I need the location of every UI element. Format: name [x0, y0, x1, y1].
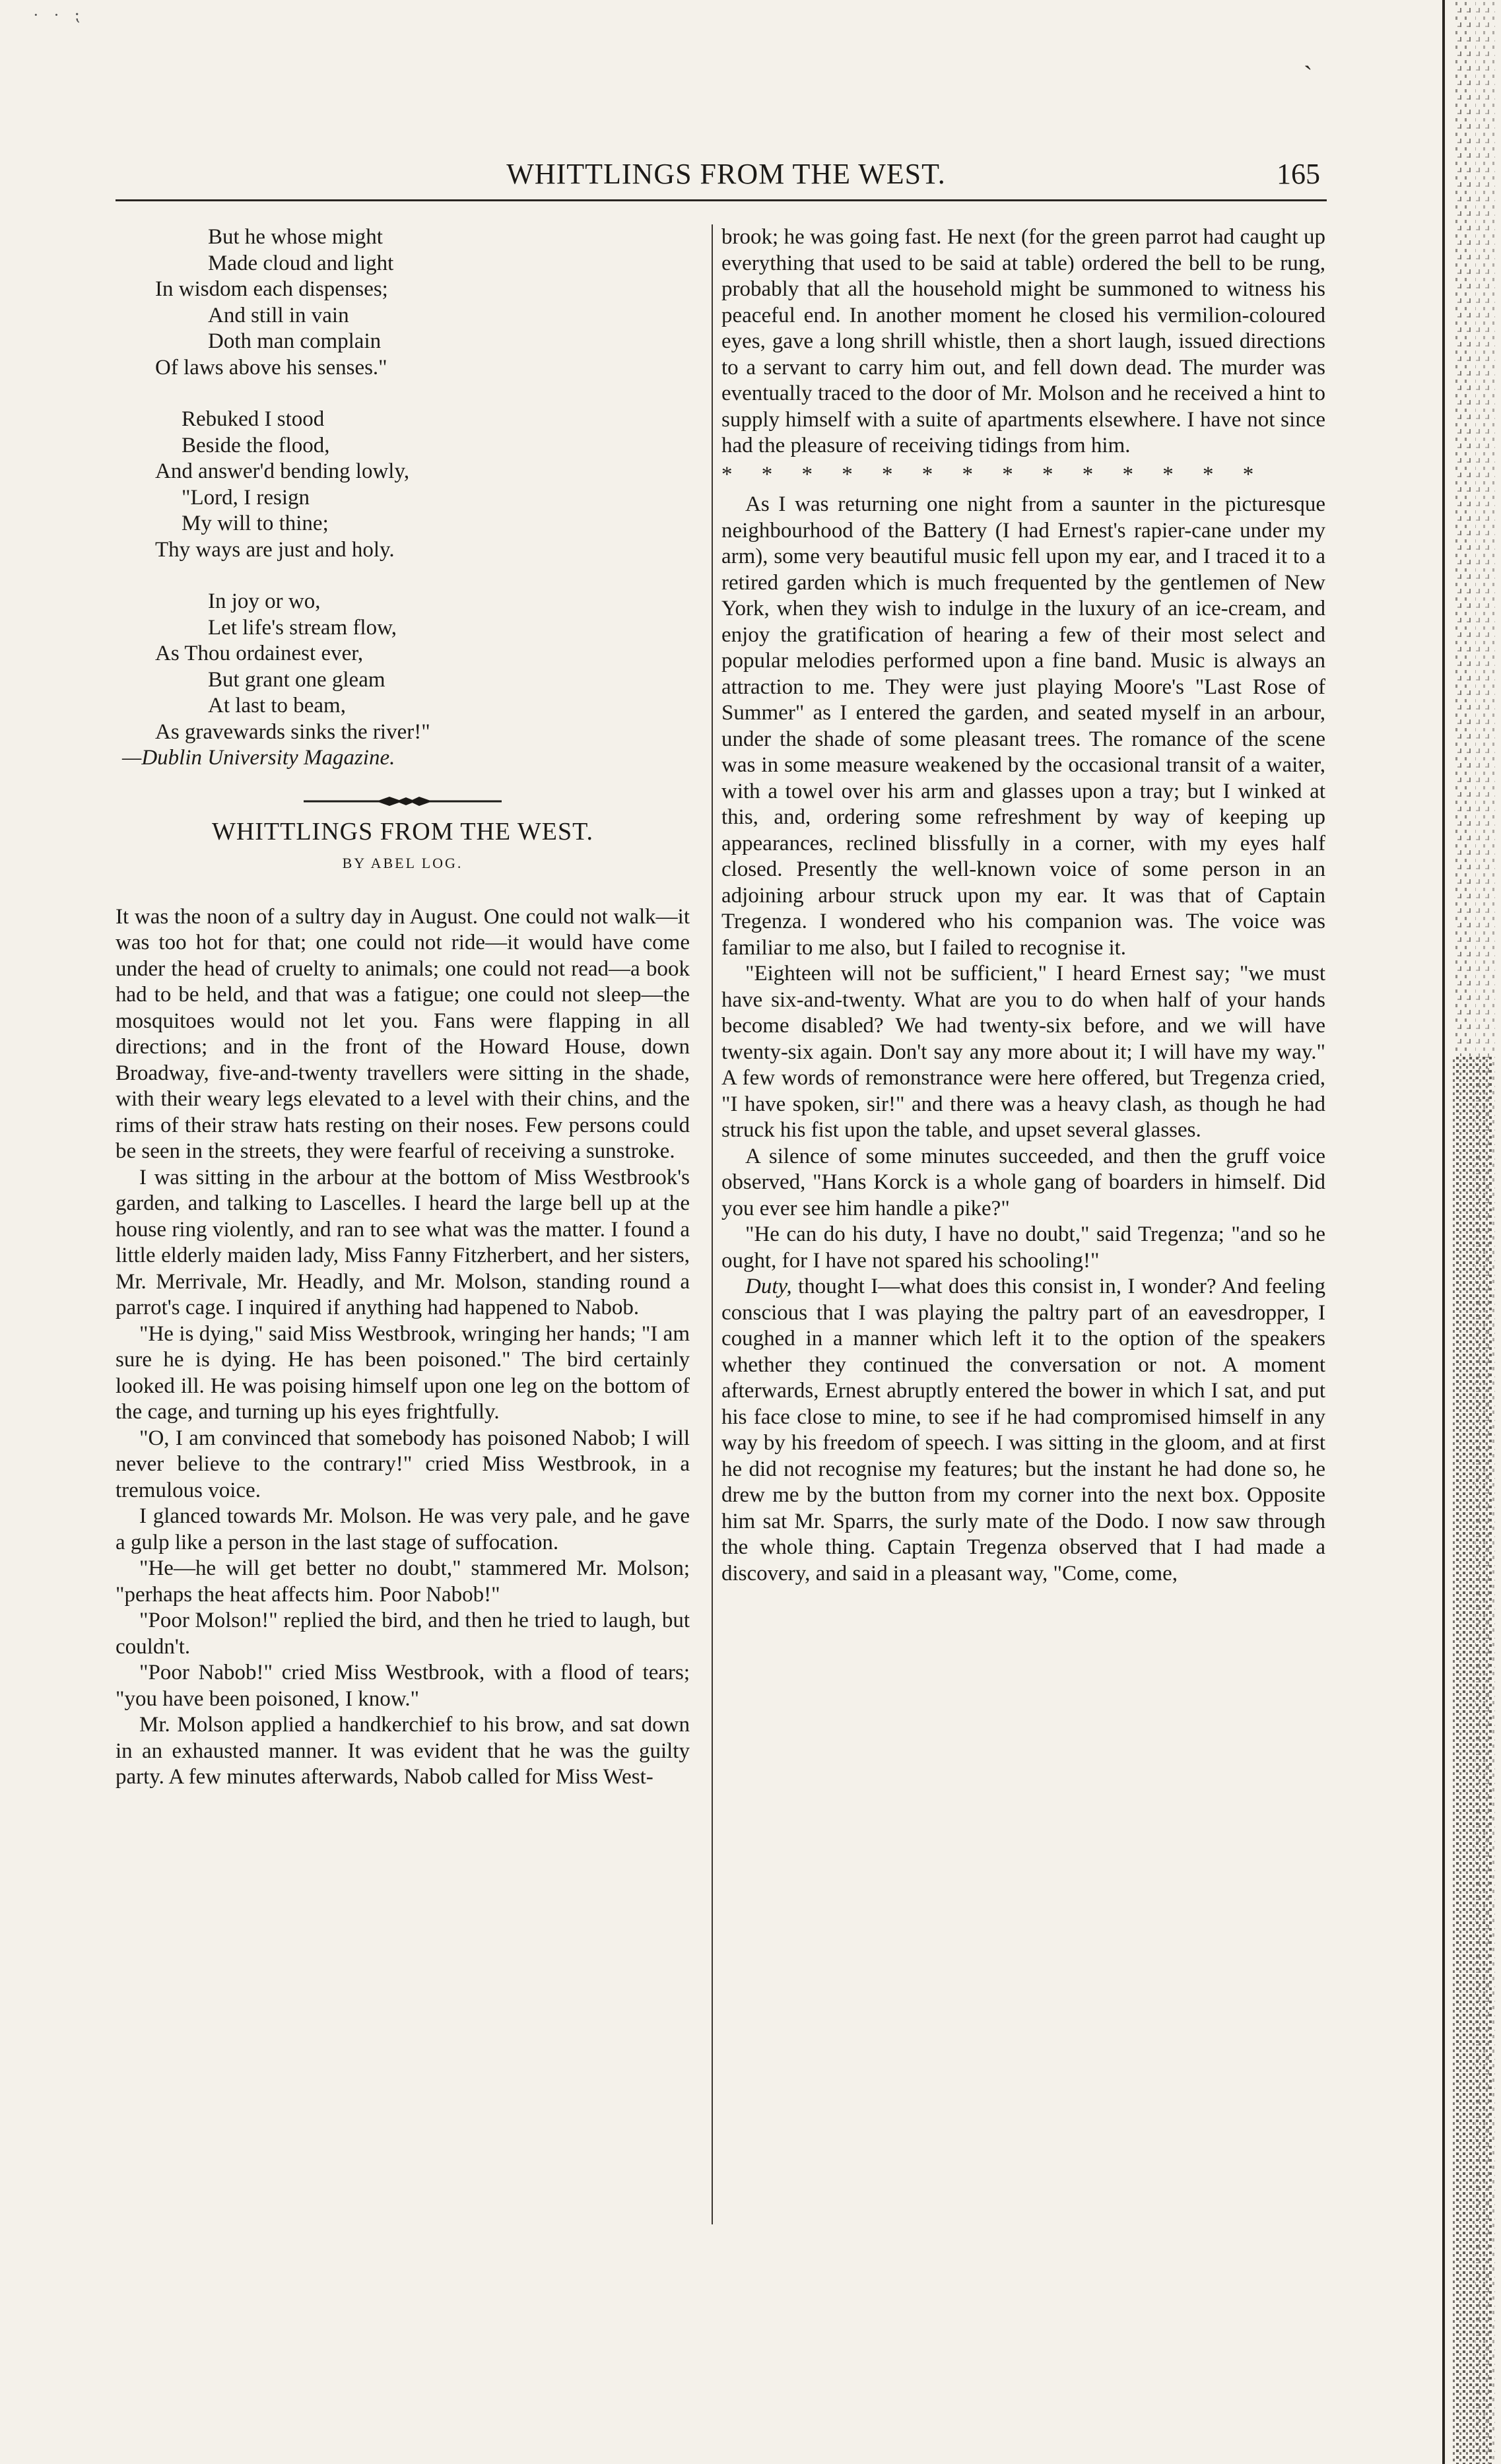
paragraph: Mr. Molson applied a handkerchief to his brow, and sat down in an exhausted manner. It was evident that he was the guilty party. A few minutes afterwards, Nabob called for Miss West- — [116, 1713, 690, 1789]
running-header-title: WHITTLINGS FROM THE WEST. — [506, 158, 946, 190]
poem-line: Made cloud and light — [208, 251, 394, 275]
paragraph: "O, I am convinced that somebody has poisoned Nabob; I will never believe to the contrary!" cried Miss Westbrook, in a tremulous voice. — [116, 1426, 690, 1502]
poem-line: Let life's stream flow, — [208, 615, 397, 640]
header-rule — [116, 199, 1327, 201]
poem-line: My will to thine; — [182, 512, 329, 535]
paragraph: "He—he will get better no doubt," stammered Mr. Molson; "perhaps the heat affects him. Poor Nabob!" — [116, 1556, 690, 1607]
left-column — [116, 224, 690, 1791]
poem-line: At last to beam, — [208, 694, 346, 717]
poem — [116, 224, 690, 772]
paragraph-text: thought I—what does this consist in, I wonder? And feeling conscious that I was playing the paltry part of an eavesdropper, I coughed in a manner which left it to the option of the speakers whether they continued the conversation or not. A moment afterwards, Ernest abruptly entered the bower in which I sat, and put his face close to mine, to see if he had compromised himself in any way by his freedom of speech. I was sitting in the gloom, and at first he did not recognise my features; but the instant he had done so, he drew me by the button from my corner into the next box. Opposite him sat Mr. Sparrs, the surly mate of the Dodo. I now saw through the whole thing. Captain Tregenza observed that I had made a discovery, and said in a pleasant way, "Come, come, — [721, 1275, 1325, 1585]
article-byline: BY ABEL LOG. — [342, 855, 463, 871]
column-divider — [712, 224, 713, 2224]
article-title: WHITTLINGS FROM THE WEST. — [211, 817, 594, 846]
poem-attribution: —Dublin University Magazine. — [122, 746, 395, 770]
paragraph: As I was returning one night from a saunter in the picturesque neighbourhood of the Battery (I had Ernest's rapier-cane under my arm), some very beautiful music fell upon my ear, and I traced it to a retired garden which is much frequented by the gentlemen of New York, when they wish to indulge in the luxury of an ice-cream, and enjoy the gratification of hearing a few of their most select and popular melodies performed upon a fine band. Music is always an attraction to me. They were just playing Moore's "Last Rose of Summer" as I entered the garden, and seated myself in an arbour, under the shade of some pleasant trees. The romance of the scene was in some measure weakened by the occasional transit of a waiter, with a towel over his arm and glasses upon a tray; but I winked at this, and, ordering some refreshment by way of keeping up appearances, reclined blissfully in a corner, with my eyes half closed. Presently the well-known voice of some person in an adjoining arbour struck upon my ear. It was that of Captain Tregenza. I wondered who his companion was. The voice was familiar to me also, but I failed to recognise it. — [721, 492, 1325, 960]
paragraph: A silence of some minutes succeeded, and then the gruff voice observed, "Hans Korck is a whole gang of boarders in himself. Did you ever see him handle a pike?" — [721, 1144, 1325, 1220]
poem-line: But grant one gleam — [208, 667, 385, 692]
poem-line: Of laws above his senses." — [155, 355, 387, 380]
corner-specks: · · ⁏ — [33, 5, 86, 24]
binding-edge-noise — [1436, 0, 1501, 2464]
paragraph — [721, 1274, 1325, 1587]
right-column — [721, 224, 1325, 1587]
poem-line: In joy or wo, — [208, 589, 321, 613]
paragraph: "Poor Molson!" replied the bird, and then he tried to laugh, but couldn't. — [116, 1609, 690, 1659]
paragraph: "He is dying," said Miss Westbrook, wringing her hands; "I am sure he is dying. He has been poisoned." The bird certainly looked ill. He was poising himself upon one leg on the bottom of the cage, and turning up his eyes frightfully. — [116, 1321, 690, 1424]
poem-line: Thy ways are just and holy. — [155, 537, 395, 562]
paragraph: "He can do his duty, I have no doubt," said Tregenza; "and so he ought, for I have not spared his schooling!" — [721, 1222, 1325, 1273]
poem-line: As gravewards sinks the river!" — [155, 719, 430, 744]
poem-stanza — [116, 224, 690, 381]
poem-line: Beside the flood, — [182, 433, 330, 457]
poem-line: And still in vain — [208, 303, 349, 327]
poem-line: As Thou ordainest ever, — [155, 642, 364, 665]
poem-line: Rebuked I stood — [182, 407, 325, 431]
corner-tick-mark: ˎ — [1304, 40, 1313, 70]
paragraph: "Poor Nabob!" cried Miss Westbrook, with a flood of tears; "you have been poisoned, I know." — [116, 1661, 690, 1711]
poem-line: And answer'd bending lowly, — [155, 459, 410, 483]
poem-line: Doth man complain — [208, 329, 382, 353]
paragraph: I glanced towards Mr. Molson. He was very pale, and he gave a gulp like a person in the last stage of suffocation. — [116, 1504, 690, 1554]
poem-line: But he whose might — [208, 225, 383, 249]
poem-stanza — [116, 407, 690, 563]
section-separator: * * * * * * * * * * * * * * — [721, 462, 1266, 486]
poem-line: In wisdom each dispenses; — [155, 277, 388, 301]
page-number: 165 — [1277, 158, 1320, 190]
section-ornament — [116, 789, 690, 802]
poem-line: "Lord, I resign — [182, 485, 310, 510]
paragraph: It was the noon of a sultry day in August. One could not walk—it was too hot for that; one could not ride—it would have come under the head of cruelty to animals; one could not read—a book had to be held, and that was a fatigue; one could not sleep—the mosquitoes would not let you. Fans were flapping in all directions; and in the front of the Howard House, down Broadway, five-and-twenty travellers were sitting in the shade, with their weary legs elevated to a level with their chins, and the rims of their straw hats resting on their noses. Few persons could be seen in the streets, they were fearful of receiving a sunstroke. — [116, 904, 690, 1163]
paragraph: I was sitting in the arbour at the bottom of Miss Westbrook's garden, and talking to Lascelles. I heard the large bell up at the house ring violently, and ran to see what was the matter. I found a little elderly maiden lady, Miss Fanny Fitzherbert, and her sisters, Mr. Merrivale, Mr. Headly, and Mr. Molson, standing round a parrot's cage. I inquired if anything had happened to Nabob. — [116, 1165, 690, 1319]
ornament-rule-icon — [297, 795, 508, 808]
poem-stanza — [116, 589, 690, 745]
paragraph-continued: brook; he was going fast. He next (for the green parrot had caught up everything that used to be said at table) ordered the bell to be rung, probably that all the household might be summoned to witness his peaceful end. In another moment he closed his vermilion-coloured eyes, gave a long shrill whistle, then a short laugh, issued directions to a servant to carry him out, and fell down dead. The murder was eventually traced to the door of Mr. Molson and he received a hint to supply himself with a suite of apartments elsewhere. I have not since had the pleasure of receiving tidings from him. — [721, 225, 1325, 457]
paragraph: "Eighteen will not be sufficient," I heard Ernest say; "we must have six-and-twenty. What are you to do when half of your hands become disabled? We had twenty-six before, and we will have twenty-six again. Don't say any more about it; I will have my way." A few words of remonstrance were here offered, but Tregenza cried, "I have spoken, sir!" and there was a heavy clash, as though he had struck his fist upon the table, and upset several glasses. — [721, 962, 1325, 1142]
emphasis-word: Duty, — [745, 1275, 792, 1298]
